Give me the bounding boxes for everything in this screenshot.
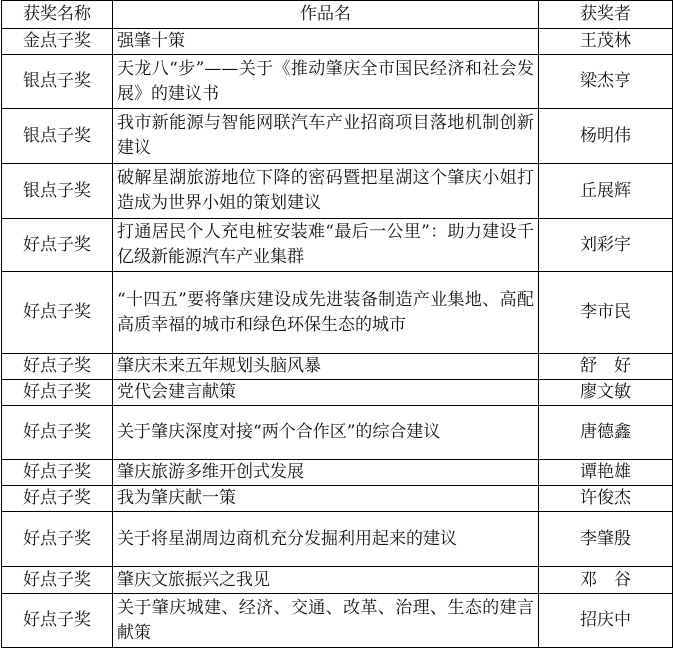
work-title-cell: 关于将星湖周边商机充分发掘利用起来的建议 <box>113 512 539 567</box>
winner-cell: 丘展辉 <box>539 164 673 219</box>
work-title-cell: 破解星湖旅游地位下降的密码暨把星湖这个肇庆小姐打造成为世界小姐的策划建议 <box>113 164 539 219</box>
winner-cell: 梁杰亨 <box>539 55 673 109</box>
winner-cell: 许俊杰 <box>539 486 673 512</box>
work-title-cell: 肇庆旅游多维开创式发展 <box>113 460 539 486</box>
award-level-cell: 好点子奖 <box>2 380 113 406</box>
work-title-cell: 我为肇庆献一策 <box>113 486 539 512</box>
work-title-cell: “十四五”要将肇庆建设成先进装备制造产业集地、高配高质幸福的城市和绿色环保生态的城市 <box>113 272 539 354</box>
work-title-cell: 关于肇庆城建、经济、交通、改革、治理、生态的建言献策 <box>113 594 539 648</box>
table-row <box>2 512 673 567</box>
work-title-cell: 打通居民个人充电桩安装难“最后一公里”：助力建设千亿级新能源汽车产业集群 <box>113 219 539 272</box>
awards-table <box>1 0 673 648</box>
award-level-cell: 好点子奖 <box>2 594 113 648</box>
work-title-cell: 强肇十策 <box>113 29 539 55</box>
winner-cell: 邓 谷 <box>539 567 673 594</box>
table-row <box>2 109 673 164</box>
winner-cell: 廖文敏 <box>539 380 673 406</box>
work-title-cell: 肇庆未来五年规划头脑风暴 <box>113 354 539 380</box>
winner-cell: 唐德鑫 <box>539 406 673 460</box>
table-row <box>2 55 673 109</box>
work-title-cell: 我市新能源与智能网联汽车产业招商项目落地机制创新建议 <box>113 109 539 164</box>
award-level-cell: 金点子奖 <box>2 29 113 55</box>
award-level-cell: 好点子奖 <box>2 406 113 460</box>
winner-cell: 舒 好 <box>539 354 673 380</box>
table-row <box>2 164 673 219</box>
header-winner: 获奖者 <box>539 1 673 29</box>
work-title-cell: 肇庆文旅振兴之我见 <box>113 567 539 594</box>
winner-cell: 招庆中 <box>539 594 673 648</box>
winner-cell: 王茂林 <box>539 29 673 55</box>
work-title-cell: 天龙八“步”——关于《推动肇庆全市国民经济和社会发展》的建议书 <box>113 55 539 109</box>
winner-cell: 杨明伟 <box>539 109 673 164</box>
winner-cell: 李肇殷 <box>539 512 673 567</box>
award-level-cell: 好点子奖 <box>2 460 113 486</box>
work-title-cell: 党代会建言献策 <box>113 380 539 406</box>
table-row <box>2 567 673 594</box>
header-work-title: 作品名 <box>113 1 539 29</box>
award-level-cell: 好点子奖 <box>2 512 113 567</box>
table-row <box>2 460 673 486</box>
work-title-cell: 关于肇庆深度对接“两个合作区”的综合建议 <box>113 406 539 460</box>
table-row <box>2 272 673 354</box>
header-award-level: 获奖名称 <box>2 1 113 29</box>
award-level-cell: 好点子奖 <box>2 354 113 380</box>
table-row <box>2 29 673 55</box>
table-row <box>2 486 673 512</box>
award-level-cell: 好点子奖 <box>2 486 113 512</box>
award-level-cell: 银点子奖 <box>2 109 113 164</box>
table-row <box>2 594 673 648</box>
award-level-cell: 好点子奖 <box>2 272 113 354</box>
header-row <box>2 1 673 29</box>
table-row <box>2 219 673 272</box>
award-level-cell: 银点子奖 <box>2 164 113 219</box>
winner-cell: 李市民 <box>539 272 673 354</box>
table-row <box>2 380 673 406</box>
award-level-cell: 好点子奖 <box>2 219 113 272</box>
table-row <box>2 354 673 380</box>
winner-cell: 刘彩宇 <box>539 219 673 272</box>
award-level-cell: 银点子奖 <box>2 55 113 109</box>
award-level-cell: 好点子奖 <box>2 567 113 594</box>
table-row <box>2 406 673 460</box>
winner-cell: 谭艳雄 <box>539 460 673 486</box>
